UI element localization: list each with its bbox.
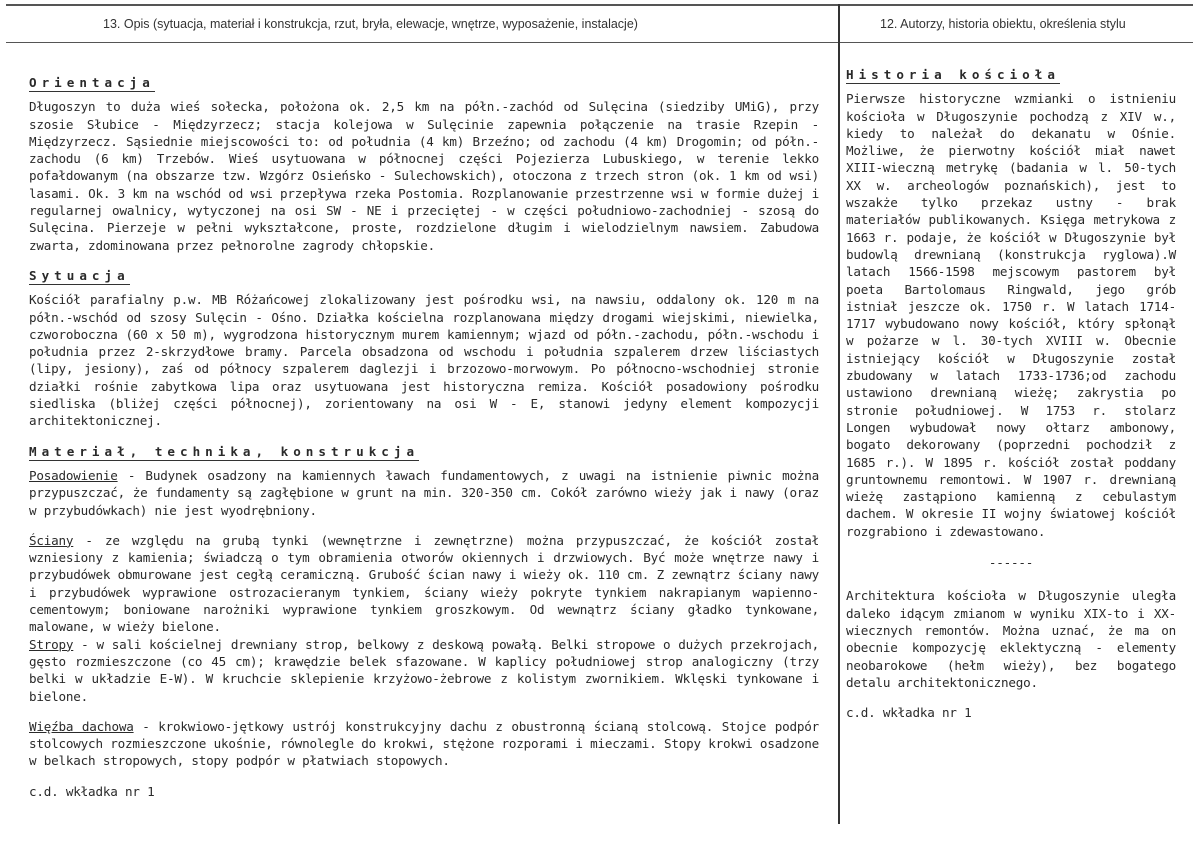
orientacja-text: Długoszyn to duża wieś sołecka, położona ok. 2,5 km na półn.-zachód od Sulęcina (siedziby UMiG), przy szosie Słubice - Międzyrzecz; stacja kolejowa w Sulęcinie zapewnia połączenie na trasie Rzepin - Międzyrzecz. Sąsiednie miejscowości to: od południa (4 km) Brzeźno; od zachodu (4 km) Drogomin; od półn.-zachodu (6 km) Trzebów. Wieś usytuowana w północnej części Pojezierza Lubuskiego, w terenie lekko pofałdowanym (na obszarze tzw. Wzgórz Osieńsko - Sulechowskich), otoczona z trzech stron (ok. 1 km od wsi) lasami. Ok. 3 km na wschód od wsi przepływa rzeka Postomia. Rozplanowanie przestrzenne wsi w formie dużej i regularnej owalnicy, wytyczonej na osi SW - NE i przeciętej - w części południowo-zachodniej - szosą do Sulęcina. Pierzeje w pełni wykształcone, proste, rozdzielone długim i wielodzielnym nawsiem. Zabudowa zwarta, zdominowana przez pełnorolne zagrody chłopskie. (29, 99, 819, 253)
header-history: 12. Autorzy, historia obiektu, określenia stylu (880, 17, 1126, 31)
section-title-sytuacja: Sytuacja (29, 267, 130, 285)
continuation-note-right: c.d. wkładka nr 1 (846, 705, 972, 721)
continuation-note-left: c.d. wkładka nr 1 (29, 783, 155, 799)
column-divider (838, 4, 840, 824)
architektura-text: Architektura kościoła w Długoszynie uległa daleko idącym zmianom w wyniku XIX-to i XX-wiecznych remontów. Można uznać, że ma on obecnie kompozycję eklektyczną - elementy neobarokowe (hełm wieży), bez bogatego detalu architektonicznego. (846, 588, 1176, 690)
wiezba-label: Więźba dachowa (29, 718, 134, 734)
history-column (846, 66, 1176, 721)
separator: ------ (988, 555, 1034, 571)
section-title-historia: Historia kościoła (846, 66, 1060, 84)
sciany-text: - ze względu na grubą tynki (wewnętrzne i zewnętrzne) można przypuszczać, że kościół został wzniesiony z kamienia; świadczą o tym obramienia otworów okiennych i drzwiowych. Być może wnętrze nawy i przybudówek obmurowane jest cegłą ceramiczną. Grubość ścian nawy i wieży ok. 110 cm. Z zewnątrz ściany nawy i przybudówek wyprawione ostrozacieranym tynkiem, ściany wieży pokryte tynkiem nakrapianym wapienno-cementowym; boniowane narożniki wyprawione tynkiem groszkowym. Od wewnątrz ściany gładko tynkowane, malowane, w wieży bielone. (29, 532, 819, 635)
wiezba-paragraph (29, 718, 819, 770)
stropy-text: - w sali kościelnej drewniany strop, belkowy z deskową powałą. Belki stropowe o dużych przekrojach, gęsto rozmieszczone (co 45 cm); krawędzie belek sfazowane. W kaplicy południowej strop analogiczny (trzy belki w układzie E-W). W kruchcie sklepienie krzyżowo-żebrowe z kolistym zwornikiem. Wklęski tynkowane i bielone. (29, 636, 819, 704)
posadowienie-label: Posadowienie (29, 467, 118, 483)
posadowienie-text: - Budynek osadzony na kamiennych ławach fundamentowych, z uwagi na istnienie piwnic można przypuszczać, że fundamenty są zagłębione w grunt na min. 320-350 cm. Cokół zarówno wieży jak i nawy (oraz w przybudówkach) nie jest wyodrębniony. (29, 467, 819, 518)
form-frame-top (6, 4, 1193, 6)
section-title-material: Materiał, technika, konstrukcja (29, 443, 419, 461)
header-rule (6, 42, 1193, 43)
sciany-label: Ściany (29, 532, 74, 548)
historia-text: Pierwsze historyczne wzmianki o istnieniu kościoła w Długoszynie pochodzą z XIV w., kiedy to należał do dekanatu w Ośnie. Możliwe, że pierwotny kościół miał nawet XIII-wieczną metrykę (badania w l. 50-tych XX w. archeologów poznańskich), jest to wszakże tylko przekaz ustny - brak materiałów publikowanych. Księga metrykowa z 1663 r. podaje, że kościół w Długoszynie był budowlą drewnianą (konstrukcja ryglowa).W latach 1566-1598 mejscowym pastorem był poeta Bartolomaus Ringwald, jego grób istniał jeszcze ok. 1750 r. W latach 1714-1717 wybudowano nowy kościół, który spłonął w pożarze w l. 30-tych XVIII w. Obecnie istniejący kościół w Długoszynie został zbudowany w latach 1733-1736;od zachodu ustawiono drewnianą wieżę; zakrystia po stronie południowej. W 1753 r. stolarz Longen wybudował nowy ołtarz ambonowy, bogato dekorowany (poprzedni pochodził z 1685 r.). W 1895 r. kościół został poddany gruntownemu remontowi. W 1907 r. drewnianą wieżę zastąpiono kamienną z cebulastym dachem. W okresie II wojny światowej kościół rozgrabiono i zdewastowano. (846, 91, 1176, 539)
stropy-paragraph (29, 636, 819, 705)
sytuacja-text: Kościół parafialny p.w. MB Różańcowej zlokalizowany jest pośrodku wsi, na nawsiu, oddalony ok. 120 m na półn.-wschód od szosy Sulęcin - Ośno. Działka kościelna rozplanowana między drogami wiejskimi, niewielka, czworoboczna (60 x 50 m), wygrodzona historycznym murem kamiennym; wjazd od półn.-zachodu, półn.-wschodu i południa przez 2-skrzydłowe bramy. Parcela obsadzona od wschodu i południa szpalerem drzew liściastych (lipy, jesiony), zaś od północy szpalerem daglezji i brzozowo-morwowym. Po północno-wschodniej stronie działki rośnie zabytkowa lipa oraz usytuowana jest historyczna remiza. Kościół posadowiony pośrodku siedliska (bliżej części północnej), zorientowany na osi W - E, stanowi jedyny element kompozycji architektonicznej. (29, 292, 819, 429)
posadowienie-paragraph (29, 467, 819, 519)
section-title-orientacja: Orientacja (29, 74, 155, 92)
stropy-label: Stropy (29, 636, 74, 652)
header-description: 13. Opis (sytuacja, materiał i konstrukcja, rzut, bryła, elewacje, wnętrze, wyposażenie, instalacje) (103, 17, 638, 31)
wiezba-text: - krokwiowo-jętkowy ustrój konstrukcyjny dachu z obustronną ścianą stolcową. Stojce podpór stolcowych rozmieszczone ukośnie, równolegle do krokwi, stężone rozporami i mieczami. Stopy krokwi osadzone w belkach stropowych, stopy podpór w płatwiach stopowych. (29, 718, 819, 769)
sciany-paragraph (29, 532, 819, 636)
description-column (29, 74, 819, 800)
